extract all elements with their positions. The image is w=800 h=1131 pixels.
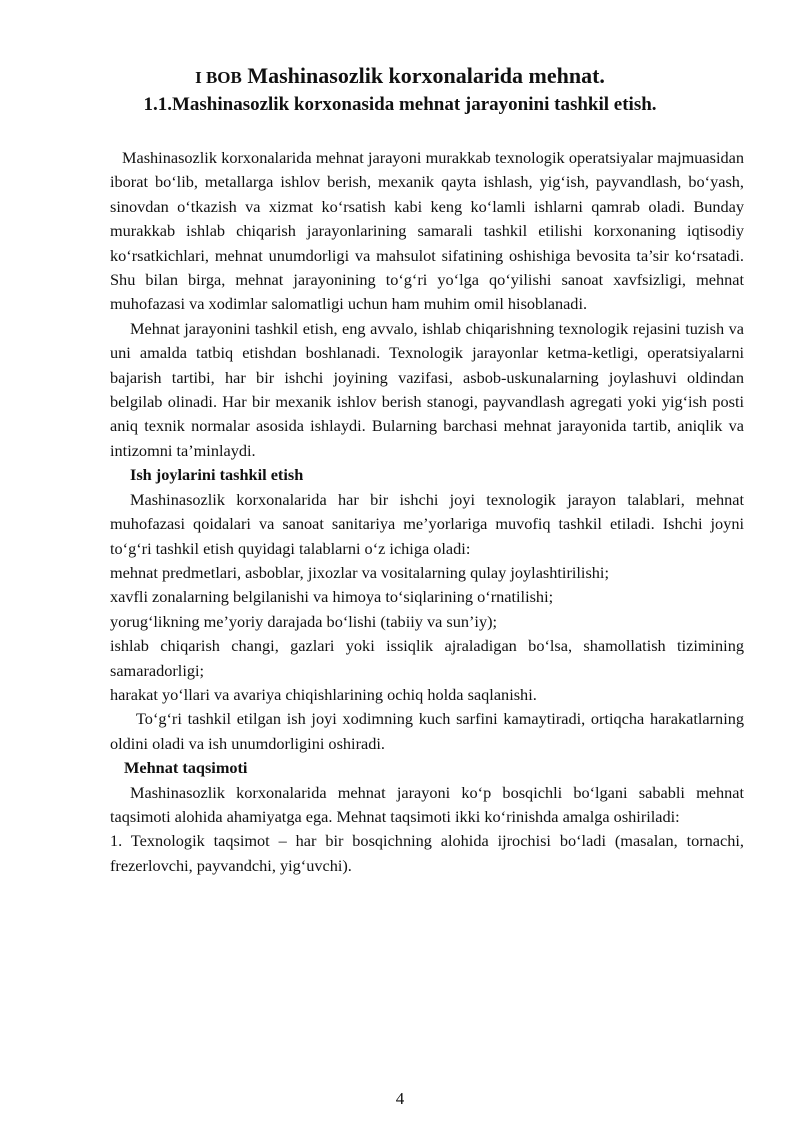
paragraph-workplace-requirements: Mashinasozlik korxonalarida har bir ishchi joyi texnologik jarayon talablari, mehnat muhofazasi qoidalari va sanoat sanitariya me’yorlariga muvofiq tashkil etiladi. Ishchi joyni to‘g‘ri tashkil etish quyidagi talablarni o‘z ichiga oladi:: [110, 489, 744, 558]
paragraph-division-of-labor: Mashinasozlik korxonalarida mehnat jarayoni ko‘p bosqichli bo‘lgani sababli mehnat taqsimoti alohida ahamiyatga ega. Mehnat taqsimoti ikki ko‘rinishda amalga oshiriladi:: [110, 782, 744, 826]
page-number: 4: [395, 1089, 405, 1108]
paragraph-workplace-benefits: To‘g‘ri tashkil etilgan ish joyi xodimning kuch sarfini kamaytiradi, ortiqcha harakatlarning oldini oladi va ish unumdorligini oshiradi.: [110, 709, 744, 753]
list-item: xavfli zonalarning belgilanishi va himoya to‘siqlarining o‘rnatilishi;: [110, 587, 554, 607]
chapter-heading: [0, 62, 800, 92]
list-item: yorug‘likning me’yoriy darajada bo‘lishi (tabiiy va sun’iy);: [110, 611, 498, 631]
requirements-list: [110, 561, 744, 707]
section-heading: 1.1.Mashinasozlik korxonasida mehnat jarayonini tashkil etish.: [143, 94, 657, 115]
list-item: harakat yo‘llari va avariya chiqishlarining ochiq holda saqlanishi.: [110, 684, 537, 704]
chapter-title: Mashinasozlik korxonalarida mehnat.: [247, 63, 605, 88]
chapter-label: I BOB: [195, 68, 242, 87]
subheading-workplaces: Ish joylarini tashkil etish: [130, 465, 304, 485]
list-item: mehnat predmetlari, asboblar, jixozlar va vositalarning qulay joylashtirilishi;: [110, 562, 609, 582]
paragraph-technological-division: 1. Texnologik taqsimot – har bir bosqichning alohida ijrochisi bo‘ladi (masalan, tornachi, frezerlovchi, payvandchi, yig‘uvchi).: [110, 831, 744, 875]
list-item: ishlab chiqarish changi, gazlari yoki issiqlik ajraladigan bo‘lsa, shamollatish tizimining samaradorligi;: [110, 636, 744, 680]
paragraph-intro: Mashinasozlik korxonalarida mehnat jarayoni murakkab texnologik operatsiyalar majmuasidan iborat bo‘lib, metallarga ishlov berish, mexanik qayta ishlash, yig‘ish, payvandlash, bo‘yash, sinovdan o‘tkazish va xizmat ko‘rsatish kabi keng ko‘lamli ishlarni qamrab oladi. Bunday murakkab ishlab chiqarish jarayonlarining samarali tashkil etilishi korxonaning iqtisodiy ko‘rsatkichlari, mehnat unumdorligi va mahsulot sifatining oshishiga bevosita ta’sir ko‘rsatadi. Shu bilan birga, mehnat jarayonining to‘g‘ri yo‘lga qo‘yilishi sanoat xavfsizligi, mehnat muhofazasi va xodimlar salomatligi uchun ham muhim omil hisoblanadi.: [110, 148, 744, 314]
document-body: [110, 146, 744, 878]
subheading-division-of-labor: Mehnat taqsimoti: [124, 758, 248, 778]
paragraph-organization: Mehnat jarayonini tashkil etish, eng avvalo, ishlab chiqarishning texnologik rejasini tuzish va uni amalda tatbiq etishdan boshlanadi. Texnologik jarayonlar ketma-ketligi, operatsiyalarni bajarish tartibi, har bir ishchi joyining vazifasi, asbob-uskunalarning joylashuvi oldindan belgilab olinadi. Har bir mexanik ishlov berish stanogi, payvandlash agregati yoki yig‘ish posti aniq texnik normalar asosida ishlaydi. Bularning barchasi mehnat jarayonida tartib, aniqlik va intizomni ta’minlaydi.: [110, 318, 744, 460]
